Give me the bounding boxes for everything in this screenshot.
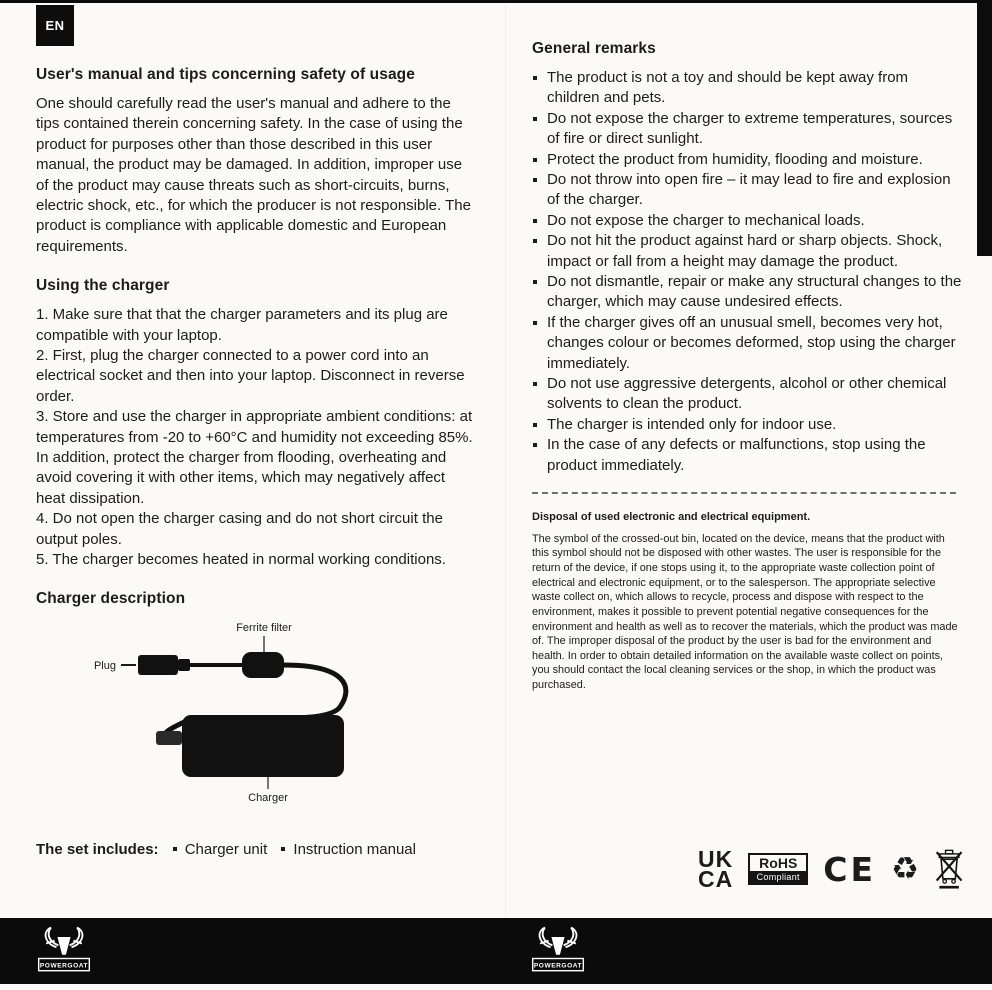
set-includes-item: Charger unit <box>173 841 268 858</box>
ukca-mark <box>698 845 734 892</box>
charger-diagram <box>36 617 456 805</box>
disposal-title: Disposal of used electronic and electrical equipment. <box>532 510 811 523</box>
footer-bar <box>0 918 992 984</box>
using-step: 5. The charger becomes heated in normal working conditions. <box>36 550 446 568</box>
page-crease <box>505 3 507 918</box>
remark-item: The charger is intended only for indoor use. <box>532 415 964 435</box>
recycle-icon: ♻ <box>891 850 919 887</box>
plug-icon <box>138 655 190 675</box>
rohs-compliant-label: Compliant <box>750 871 806 883</box>
powergoat-logo <box>528 923 588 979</box>
rohs-label: RoHS <box>759 855 798 871</box>
using-section-title: Using the charger <box>36 277 170 295</box>
ferrite-filter-label: Ferrite filter <box>236 622 292 635</box>
remark-item: In the case of any defects or malfunctions, stop using the product immediately. <box>532 435 964 476</box>
powergoat-banner-text: POWERGOAT <box>533 962 583 970</box>
weee-bin-icon <box>934 846 964 892</box>
set-includes-item: Instruction manual <box>281 841 416 858</box>
remark-item: If the charger gives off an unusual smell, becomes very hot, changes colour or becomes deformed, stop using the charger immediately. <box>532 313 964 374</box>
set-includes-line <box>36 840 474 860</box>
right-edge-strip <box>977 0 992 256</box>
general-remarks-title: General remarks <box>532 40 656 57</box>
using-steps <box>36 305 474 570</box>
charger-brick-icon <box>182 715 344 777</box>
general-remarks-list <box>532 68 964 476</box>
using-step: 1. Make sure that that the charger parameters and its plug are compatible with your laptop. <box>36 306 448 344</box>
safety-section-title: User's manual and tips concerning safety of usage <box>36 66 415 83</box>
right-column <box>532 38 964 693</box>
safety-section-body: One should carefully read the user's manual and adhere to the tips contained therein concerning safety. In the case of using the product for purposes other than those described in this user manual, the product may be damaged. In addition, improper use of the product may cause threats such as short-circuits, burns, electric shock, etc., for which the producer is not responsible. The product is compliance with applicable domestic and European requirements. <box>36 95 471 255</box>
disposal-body: The symbol of the crossed-out bin, located on the device, means that the product with this symbol should not be disposed with other wastes. The user is responsible for the return of the device, if one stops using it, to the appropriate waste collection point of electrical and electronic equipment, or to the salesperson. The appropriate selective waste collect on, which allows to recycle, process and dispose with respect to the environment, makes it possible to prevent potential negative consequences for the environment and health as well as to recover the materials, which the product was made of. The improper disposal of the product by the user is bad for the environment and health. In order to obtain detailed information on the available waste collect on points, you should contact the local cleaning services or the shop, in which the product was purchased. <box>532 532 958 691</box>
using-step: 3. Store and use the charger in appropriate ambient conditions: at temperatures from -20 to +60°C and humidity not exceeding 85%. In addition, protect the charger from flooding, overheating and avoid covering it with other items, which may negatively affect heat dissipation. <box>36 408 473 507</box>
language-badge: EN <box>36 5 74 46</box>
ferrite-filter-icon <box>242 652 284 678</box>
remark-item: The product is not a toy and should be kept away from children and pets. <box>532 68 964 109</box>
remark-item: Do not expose the charger to mechanical loads. <box>532 211 964 231</box>
ce-mark: CE <box>823 849 876 889</box>
set-includes-label: The set includes: <box>36 840 159 858</box>
remark-item: Do not use aggressive detergents, alcohol or other chemical solvents to clean the product. <box>532 374 964 415</box>
top-edge-strip <box>0 0 992 3</box>
dashed-divider <box>532 492 956 494</box>
ukca-line1: UK <box>698 845 734 872</box>
remark-item: Do not throw into open fire – it may lead to fire and explosion of the charger. <box>532 170 964 211</box>
powergoat-banner-text: POWERGOAT <box>39 962 89 970</box>
charger-label: Charger <box>248 792 288 805</box>
charger-description-title: Charger description <box>36 590 186 608</box>
powergoat-logo <box>34 923 94 979</box>
remark-item: Do not expose the charger to extreme temperatures, sources of fire or direct sunlight. <box>532 109 964 150</box>
remark-item: Do not dismantle, repair or make any structural changes to the charger, which may cause undesired effects. <box>532 272 964 313</box>
using-step: 2. First, plug the charger connected to a power cord into an electrical socket and then into your laptop. Disconnect in reverse order. <box>36 347 465 405</box>
rohs-mark <box>748 853 808 885</box>
ukca-line2: CA <box>698 866 734 892</box>
left-column <box>36 64 474 860</box>
remark-item: Do not hit the product against hard or sharp objects. Shock, impact or fall from a height may damage the product. <box>532 231 964 272</box>
certification-marks <box>698 844 964 894</box>
plug-label: Plug <box>93 660 116 673</box>
remark-item: Protect the product from humidity, flooding and moisture. <box>532 150 964 170</box>
dc-connector-icon <box>156 731 182 745</box>
using-step: 4. Do not open the charger casing and do not short circuit the output poles. <box>36 510 443 548</box>
